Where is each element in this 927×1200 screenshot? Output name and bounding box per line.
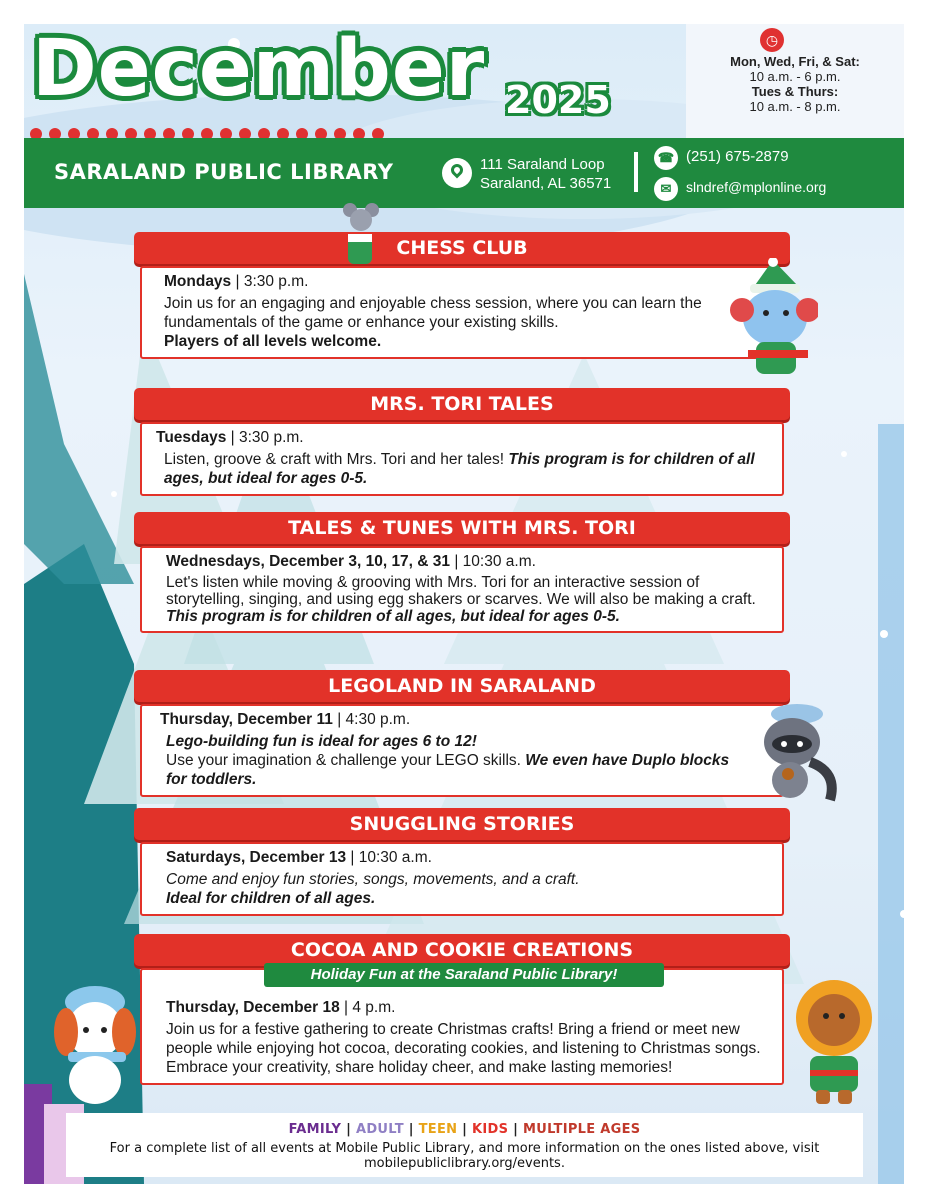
mail-icon: ✉ — [654, 177, 678, 201]
elephant-elf-illustration — [728, 258, 818, 388]
library-address — [480, 155, 611, 193]
event-day: Tuesdays — [156, 429, 227, 446]
event-title: TALES & TUNES WITH MRS. TORI — [134, 512, 790, 544]
event-lead: Lego-building fun is ideal for ages 6 to 12! — [166, 733, 477, 750]
event-mrs-tori-tales — [134, 388, 790, 496]
event-time: | 3:30 p.m. — [226, 429, 304, 446]
phone-icon: ☎ — [654, 146, 678, 170]
address-line-2: Saraland, AL 36571 — [480, 175, 612, 192]
clock-icon: ◷ — [760, 28, 784, 52]
event-description: Listen, groove & craft with Mrs. Tori and her tales! — [164, 451, 509, 468]
event-description: Join us for an engaging and enjoyable chess session, where you can learn the fundamentals of the game or enhance your existing skills. — [164, 295, 702, 331]
event-day: Wednesdays, December 3, 10, 17, & 31 — [166, 553, 451, 570]
event-title: LEGOLAND IN SARALAND — [134, 670, 790, 702]
event-title: SNUGGLING STORIES — [134, 808, 790, 840]
event-details — [140, 546, 784, 633]
month-title: December — [32, 24, 486, 114]
event-day: Thursday, December 18 — [166, 999, 340, 1016]
divider — [634, 152, 638, 192]
hours-days-2: Tues & Thurs: — [751, 84, 839, 99]
event-cocoa-cookie — [134, 934, 790, 1085]
event-snuggling-stories — [134, 808, 790, 916]
event-details — [140, 842, 784, 916]
footer-text: For a complete list of all events at Mobile Public Library, and more information on the ones listed above, visit mobilepubliclibrary.org/events. — [109, 1141, 820, 1171]
event-note: We even have Duplo blocks for toddlers. — [166, 752, 730, 788]
age-legend: FAMILY | ADULT | TEEN | KIDS | MULTIPLE AGES — [288, 1122, 641, 1137]
puppy-illustration — [40, 980, 150, 1110]
legend-family: FAMILY — [288, 1122, 342, 1137]
hours-time-1: 10 a.m. - 6 p.m. — [749, 69, 841, 84]
hours-time-2: 10 a.m. - 8 p.m. — [749, 99, 841, 114]
address-line-1: 111 Saraland Loop — [480, 156, 605, 173]
event-chess-club — [134, 232, 790, 359]
event-details — [140, 422, 784, 496]
footer — [66, 1113, 863, 1177]
event-description: Come and enjoy fun stories, songs, movements, and a craft. — [166, 871, 580, 888]
event-title: MRS. TORI TALES — [134, 388, 790, 420]
event-details — [140, 704, 784, 797]
event-subtitle: Holiday Fun at the Saraland Public Library! — [264, 963, 664, 987]
event-time: | 4:30 p.m. — [332, 711, 411, 728]
event-title: COCOA AND COOKIE CREATIONS — [134, 934, 790, 966]
event-description: Let's listen while moving & grooving with Mrs. Tori for an interactive session of storytelling, singing, and using egg shakers or scarves. We will also be making a craft. — [166, 574, 756, 608]
event-time: | 10:30 a.m. — [450, 553, 536, 570]
mouse-stocking-illustration — [336, 200, 386, 270]
event-tales-and-tunes — [134, 512, 790, 633]
event-note: This program is for children of all ages, but ideal for ages 0-5. — [166, 608, 620, 625]
event-note: Ideal for children of all ages. — [166, 890, 376, 907]
legend-adult: ADULT — [355, 1122, 404, 1137]
event-time: | 3:30 p.m. — [231, 273, 309, 290]
event-note: Players of all levels welcome. — [164, 333, 382, 350]
event-day: Mondays — [164, 273, 232, 290]
location-pin-icon — [442, 158, 472, 188]
event-description: Use your imagination & challenge your LEGO skills. — [166, 752, 526, 769]
event-time: | 10:30 a.m. — [346, 849, 432, 866]
event-day: Thursday, December 11 — [160, 711, 333, 728]
phone-number[interactable]: (251) 675-2879 — [686, 148, 789, 165]
opening-hours — [686, 24, 904, 138]
year-title: 2025 — [505, 78, 611, 122]
library-name: SARALAND PUBLIC LIBRARY — [54, 160, 394, 184]
lion-illustration — [784, 972, 884, 1112]
event-description: Join us for a festive gathering to create Christmas crafts! Bring a friend or meet new people while enjoying hot cocoa, decorating cookies, and listening to Christmas songs. Embrace your creativity, share holiday cheer, and make lasting memories! — [166, 1021, 761, 1076]
legend-teen: TEEN — [418, 1122, 458, 1137]
hours-days-1: Mon, Wed, Fri, & Sat: — [730, 54, 860, 69]
event-details — [140, 266, 780, 359]
email-link[interactable]: slndref@mplonline.org — [686, 179, 827, 195]
event-note: This program is for children of all ages, but ideal for ages 0-5. — [164, 451, 755, 487]
event-time: | 4 p.m. — [339, 999, 396, 1016]
legend-multiple-ages: MULTIPLE AGES — [523, 1122, 641, 1137]
library-info-band — [24, 138, 904, 208]
event-title: CHESS CLUB — [134, 232, 790, 264]
event-day: Saturdays, December 13 — [166, 849, 347, 866]
raccoon-illustration — [752, 702, 842, 802]
event-legoland — [134, 670, 790, 797]
legend-kids: KIDS — [472, 1122, 509, 1137]
